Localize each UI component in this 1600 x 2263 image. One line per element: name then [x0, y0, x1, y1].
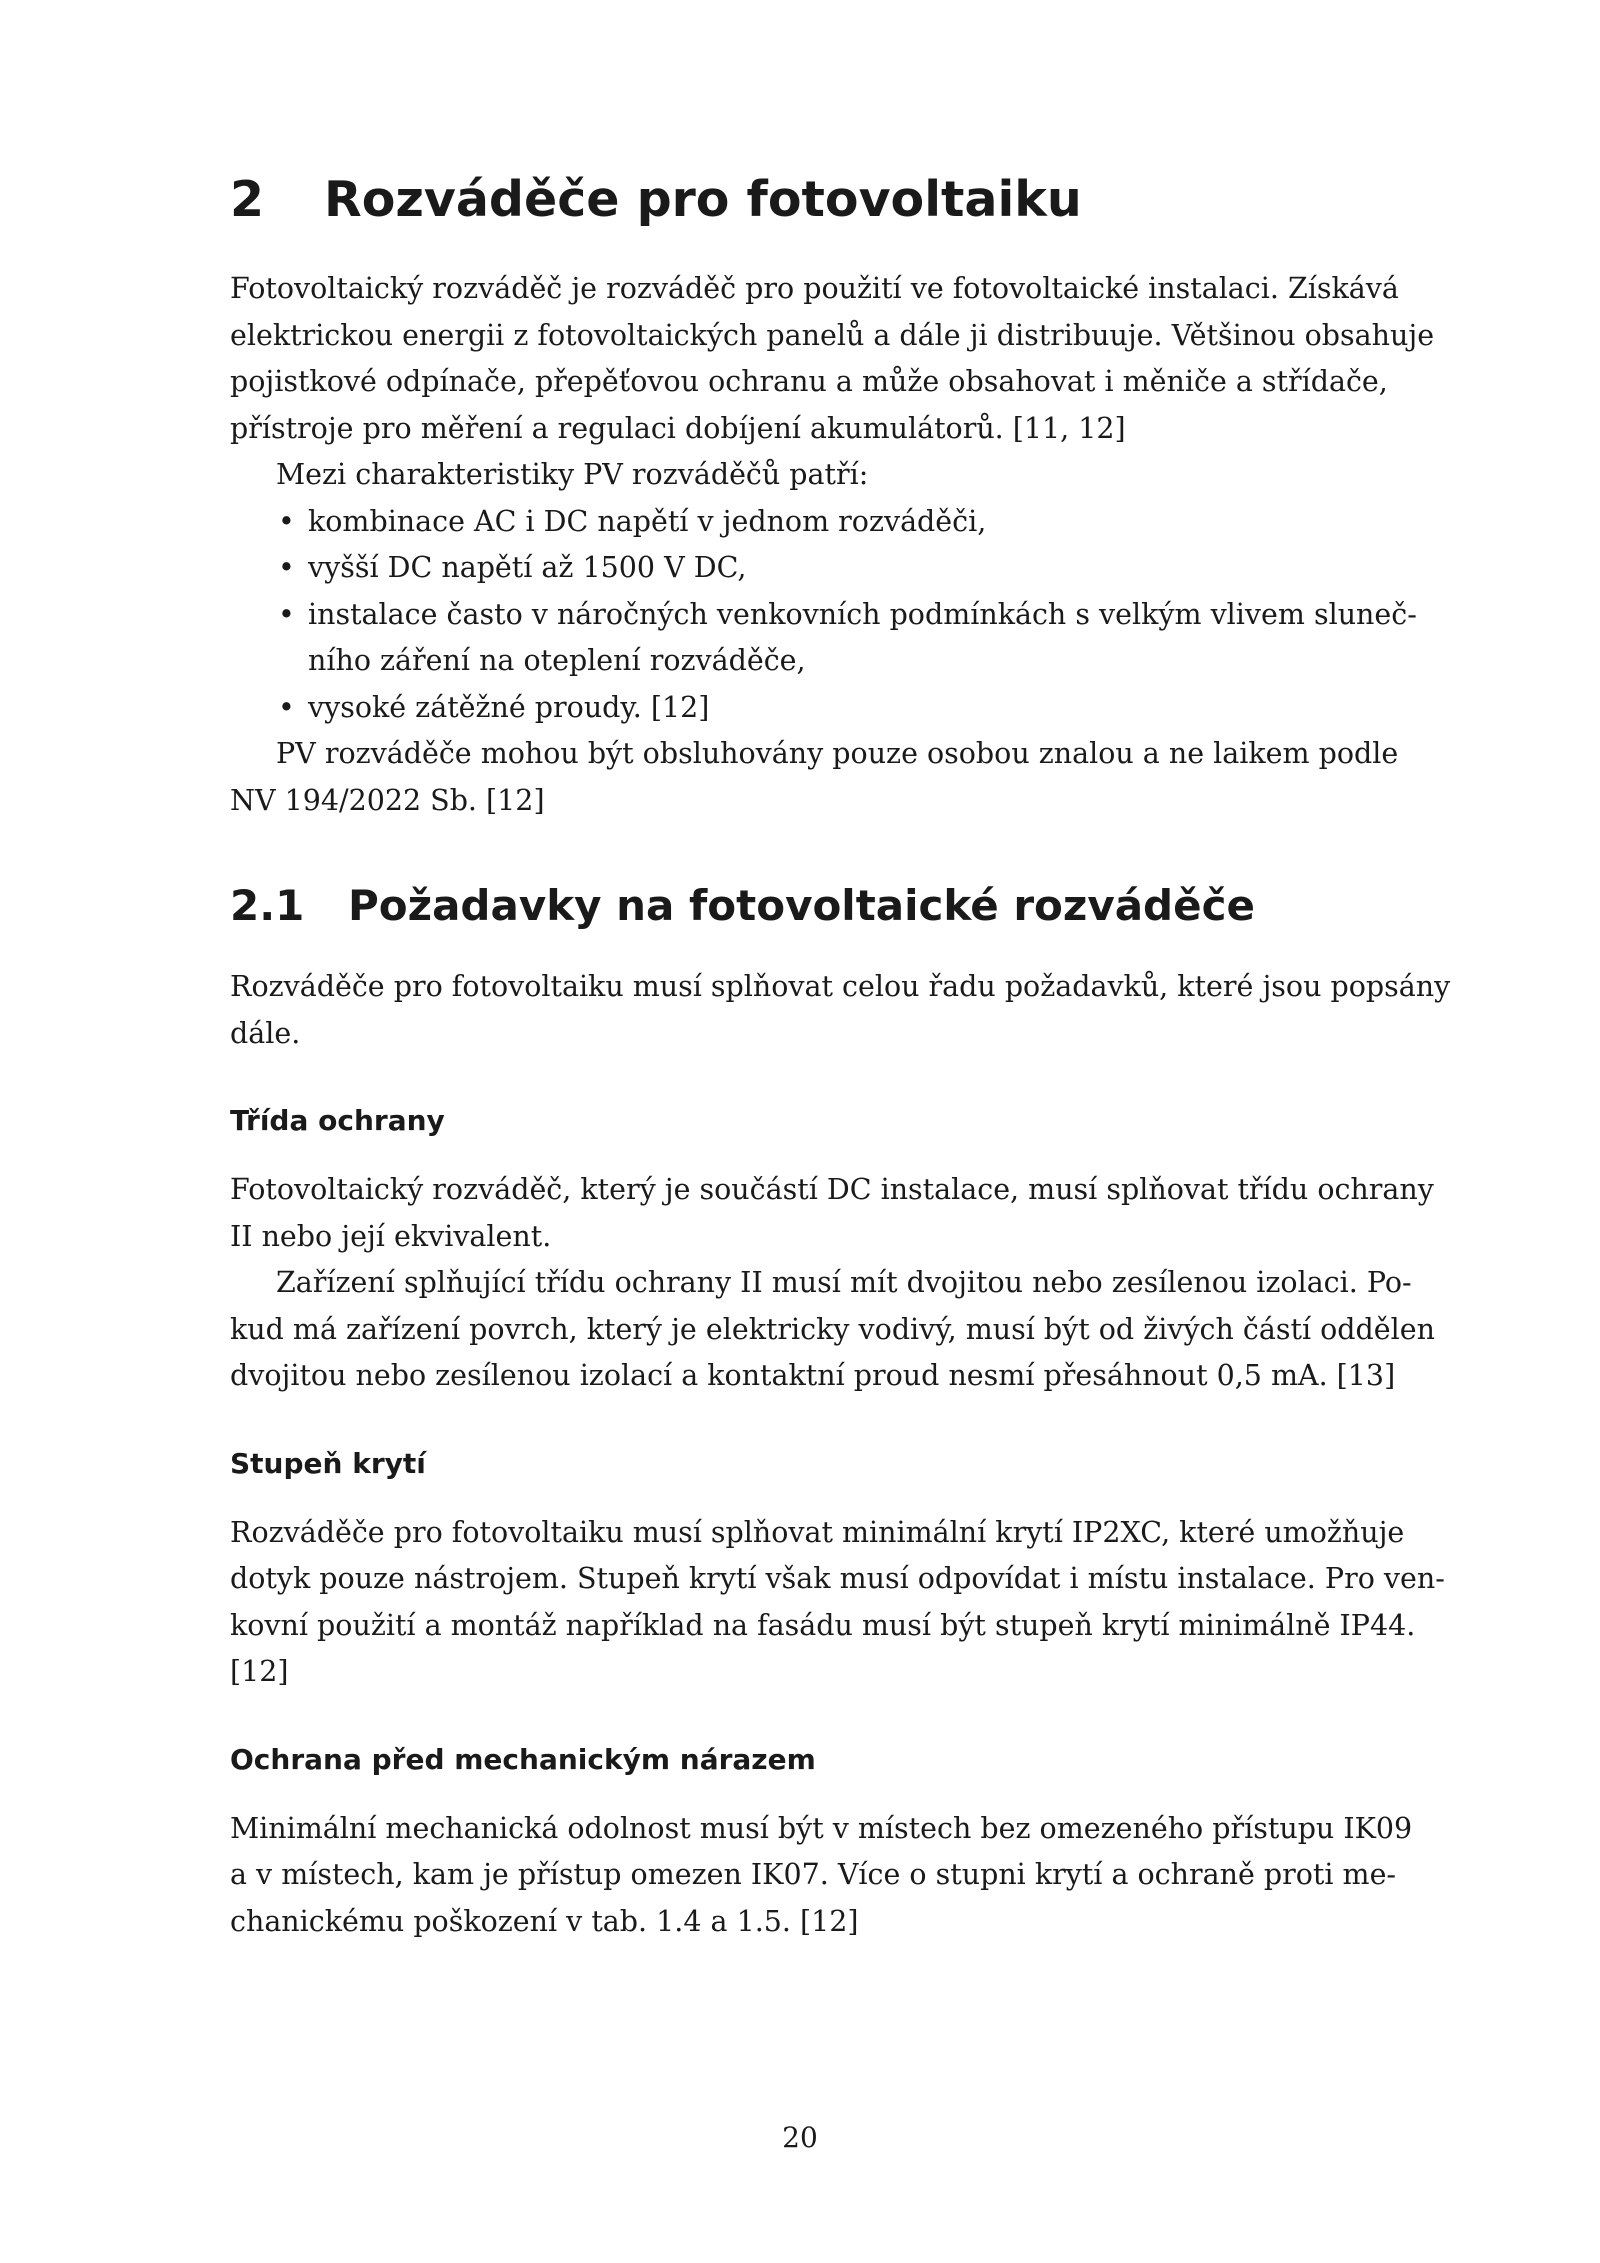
- text-line: elektrickou energii z fotovoltaických panelů a dále ji distribuuje. Většinou obsahuje: [230, 318, 1435, 352]
- chapter-heading: [230, 170, 1380, 230]
- text-line: kud má zařízení povrch, který je elektricky vodivý, musí být od živých částí oddělen: [230, 1312, 1435, 1346]
- protection-class-detail-paragraph: [230, 1260, 1435, 1400]
- text-line: [12]: [230, 1655, 289, 1688]
- text-line: PV rozváděče mohou být obsluhovány pouze osobou znalou a ne laikem podle: [276, 737, 1399, 770]
- list-item-text: ního záření na oteplení rozváděče,: [308, 644, 806, 677]
- text-line: dvojitou nebo zesílenou izolací a kontaktní proud nesmí přesáhnout 0,5 mA. [13]: [230, 1359, 1396, 1392]
- text-line: Rozváděče pro fotovoltaiku musí splňovat celou řadu požadavků, které jsou popsány: [230, 970, 1451, 1003]
- list-item-text: vysoké zátěžné proudy. [12]: [308, 690, 710, 724]
- list-intro-text: Mezi charakteristiky PV rozváděčů patří:: [276, 458, 869, 491]
- list-item: [230, 592, 1417, 685]
- protection-class-paragraph: [230, 1167, 1434, 1260]
- list-item: [230, 499, 1380, 546]
- list-item-text: instalace často v náročných venkovních podmínkách s velkým vlivem sluneč-: [308, 597, 1417, 631]
- text-line: Zařízení splňující třídu ochrany II musí mít dvojitou nebo zesílenou izolaci. Po-: [276, 1266, 1412, 1299]
- subsection-heading-impact-protection: Ochrana před mechanickým nárazem: [230, 1742, 816, 1776]
- page-number: 20: [782, 2121, 818, 2154]
- text-line: dále.: [230, 1016, 301, 1050]
- text-line: přístroje pro měření a regulaci dobíjení akumulátorů. [11, 12]: [230, 411, 1126, 445]
- list-intro-paragraph: [230, 452, 1380, 499]
- section-number: 2.1: [230, 881, 305, 930]
- chapter-number: 2: [230, 171, 265, 228]
- text-line: Rozváděče pro fotovoltaiku musí splňovat minimální krytí IP2XC, které umožňuje: [230, 1515, 1405, 1549]
- bullet-icon: •: [278, 597, 295, 631]
- bullet-icon: •: [278, 690, 295, 724]
- text-line: pojistkové odpínače, přepěťovou ochranu a může obsahovat i měniče a střídače,: [230, 365, 1388, 398]
- chapter-closing-paragraph: [230, 731, 1399, 824]
- text-line: Fotovoltaický rozváděč, který je součástí DC instalace, musí splňovat třídu ochrany: [230, 1173, 1434, 1206]
- section-title: Požadavky na fotovoltaické rozváděče: [348, 881, 1255, 930]
- list-item: [230, 545, 1380, 592]
- bullet-icon: •: [278, 504, 295, 538]
- text-line: II nebo její ekvivalent.: [230, 1219, 552, 1253]
- chapter-intro-paragraph: [230, 266, 1435, 452]
- list-item-text: kombinace AC i DC napětí v jednom rozváděči,: [308, 504, 987, 538]
- bullet-icon: •: [278, 551, 295, 584]
- document-page: [230, 170, 1451, 1945]
- chapter-title: Rozváděče pro fotovoltaiku: [324, 171, 1082, 228]
- impact-protection-paragraph: [230, 1806, 1413, 1946]
- text-line: chanickému poškození v tab. 1.4 a 1.5. [12]: [230, 1904, 859, 1938]
- section-heading: [230, 878, 1380, 934]
- list-item-text: vyšší DC napětí až 1500 V DC,: [308, 551, 747, 584]
- text-line: kovní použití a montáž například na fasádu musí být stupeň krytí minimálně IP44.: [230, 1608, 1416, 1642]
- subsection-heading-protection-class: Třída ochrany: [230, 1104, 445, 1137]
- text-line: Minimální mechanická odolnost musí být v místech bez omezeného přístupu IK09: [230, 1811, 1413, 1845]
- section-intro-paragraph: [230, 964, 1451, 1057]
- text-line: dotyk pouze nástrojem. Stupeň krytí však musí odpovídat i místu instalace. Pro ven-: [230, 1562, 1445, 1595]
- subsection-heading-ingress-protection: Stupeň krytí: [230, 1446, 426, 1480]
- text-line: a v místech, kam je přístup omezen IK07. Více o stupni krytí a ochraně proti me-: [230, 1858, 1397, 1891]
- characteristics-list: [230, 499, 1417, 732]
- list-item: [230, 685, 1380, 732]
- text-line: NV 194/2022 Sb. [12]: [230, 783, 545, 817]
- ingress-protection-paragraph: [230, 1510, 1445, 1696]
- text-line: Fotovoltaický rozváděč je rozváděč pro použití ve fotovoltaické instalaci. Získává: [230, 272, 1399, 305]
